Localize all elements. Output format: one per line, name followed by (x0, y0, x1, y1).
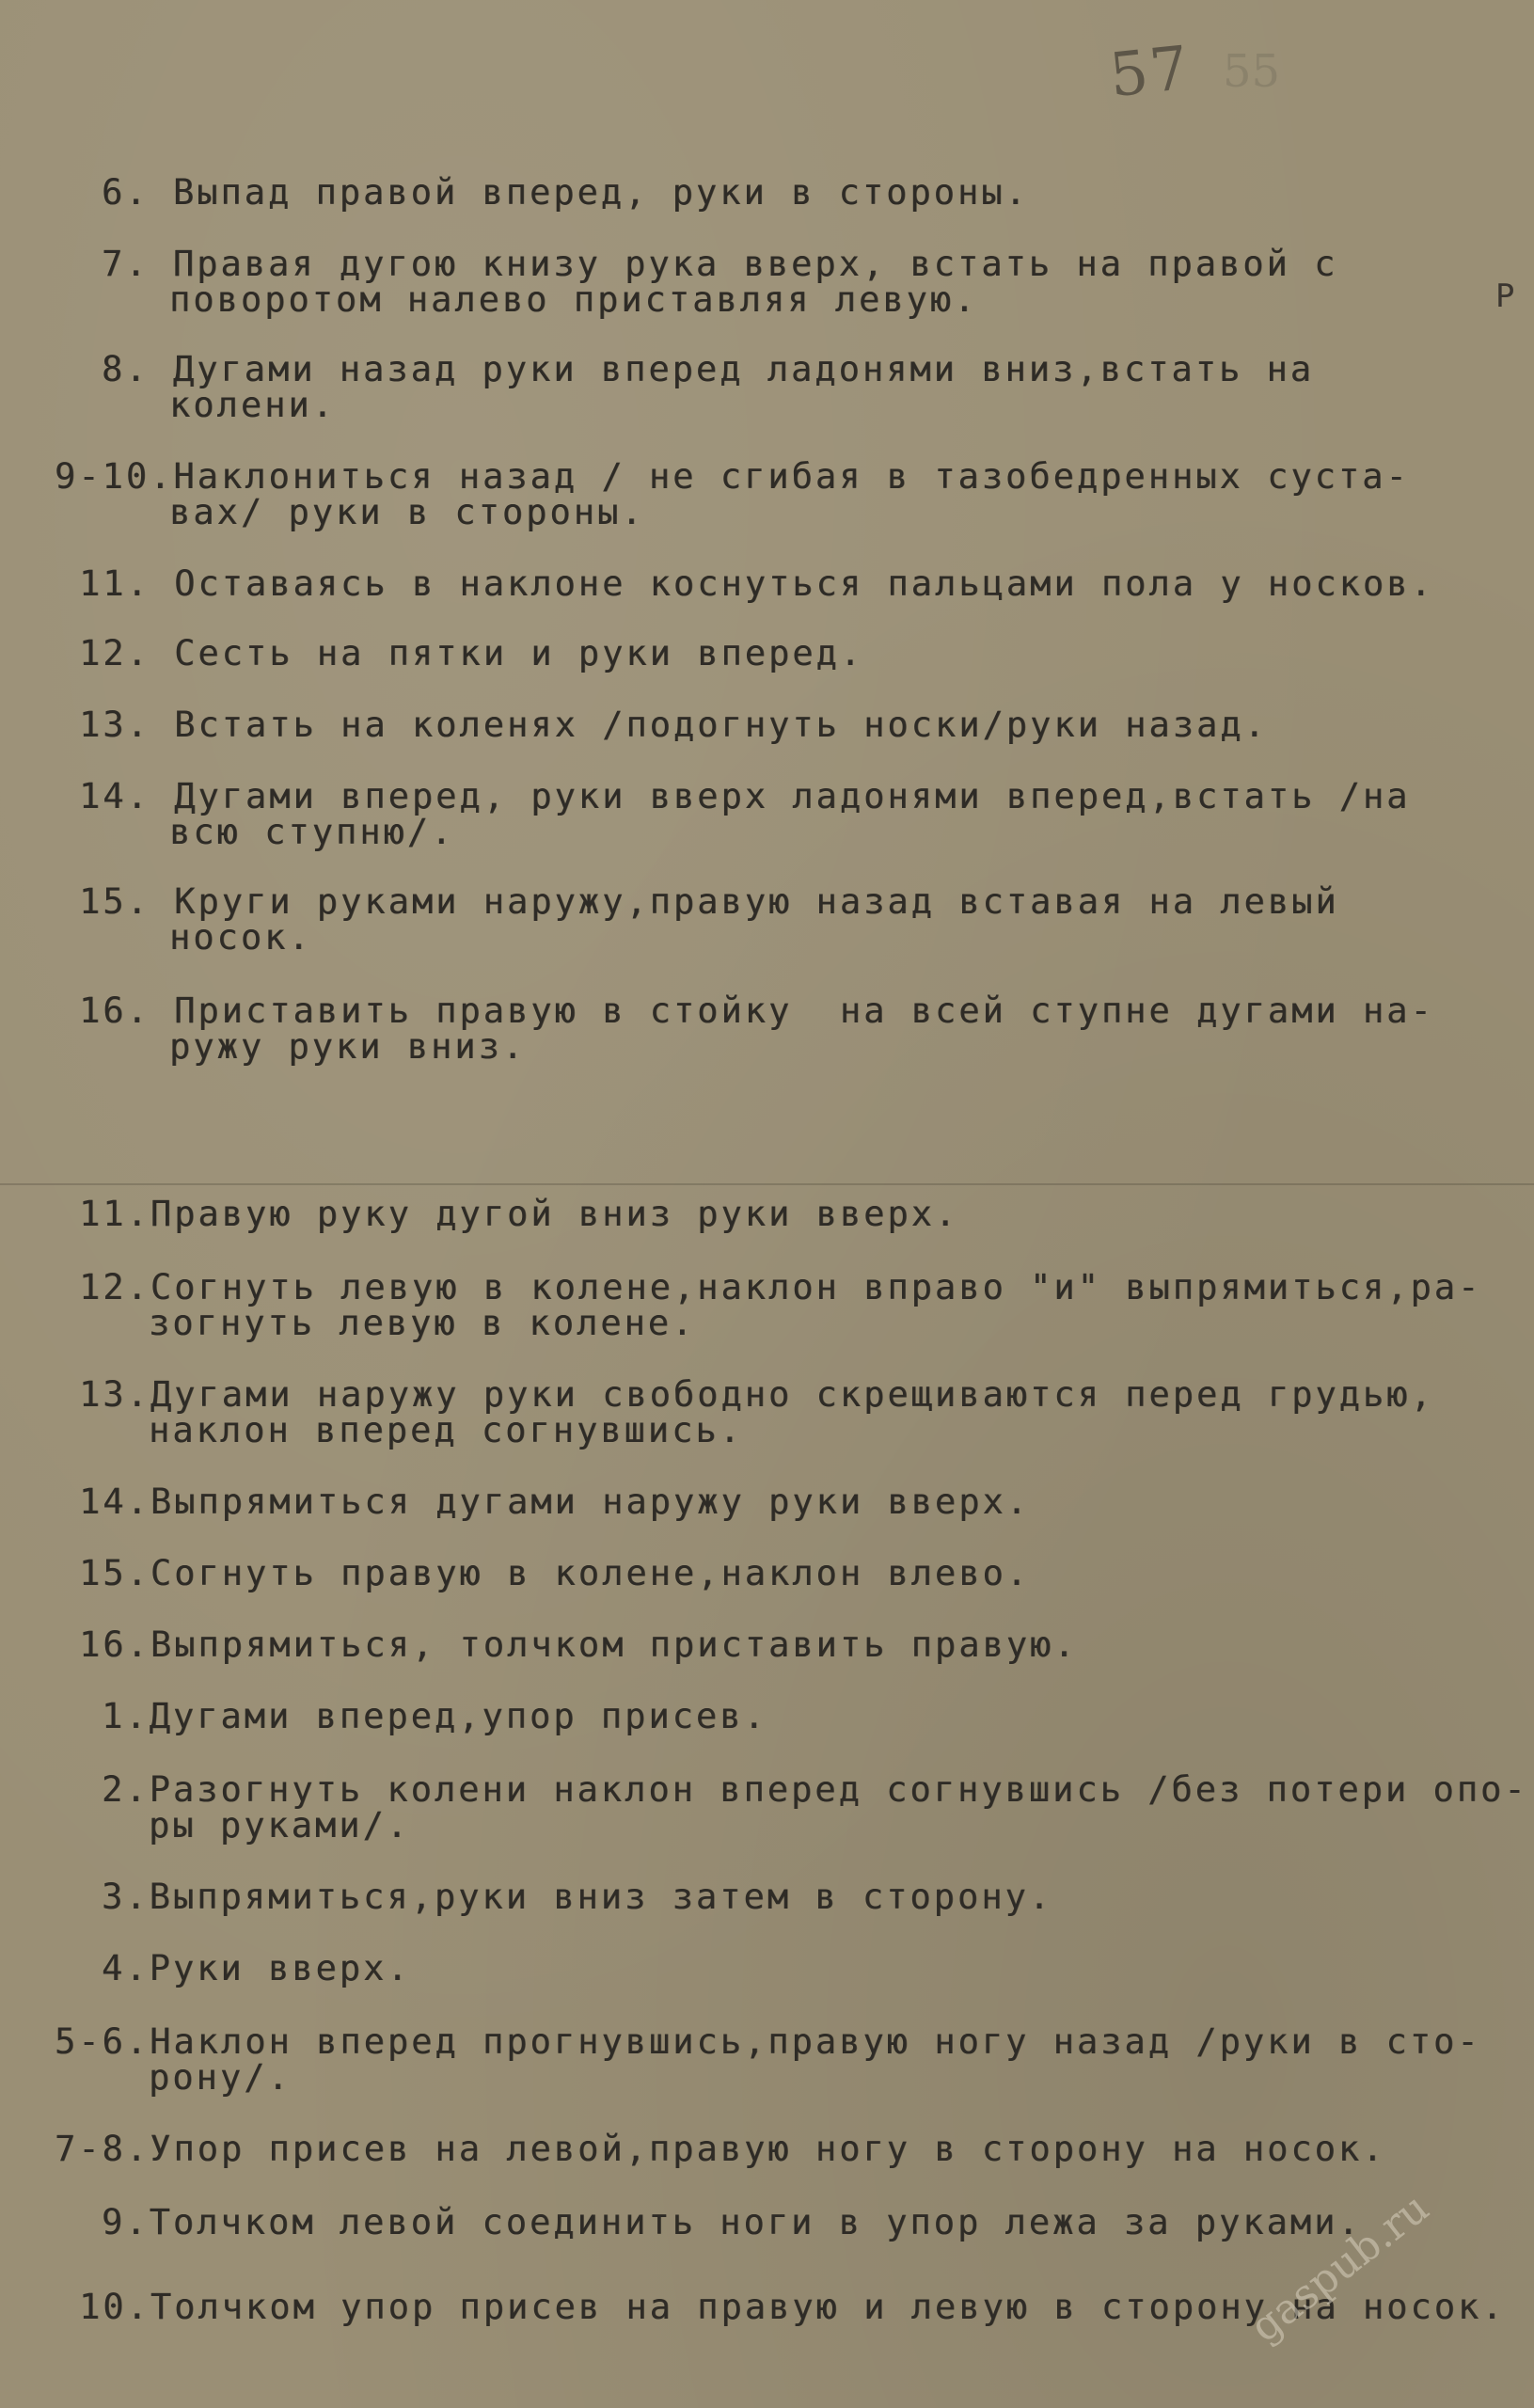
item-text: колени. (169, 385, 336, 425)
list-item-continuation (169, 279, 978, 320)
list-item-continuation (149, 1805, 411, 1846)
list-item (102, 172, 1029, 213)
item-text: зогнуть левую в колене. (149, 1303, 696, 1343)
list-item (79, 633, 864, 673)
list-item (79, 990, 1434, 1031)
list-item (102, 2202, 1362, 2242)
watermark: gaspub.ru (1241, 2183, 1438, 2353)
item-number: 12. (79, 633, 150, 673)
item-text: Наклон вперед прогнувшись,правую ногу назад /руки в сто- (150, 2021, 1481, 2062)
item-text: Выпрямиться,руки вниз затем в сторону. (149, 1877, 1053, 1917)
item-text: Круги руками наружу,правую назад вставая на левый (174, 881, 1339, 922)
list-item (79, 1481, 1031, 1522)
page-number: 57 (1106, 33, 1194, 112)
list-item-continuation (169, 917, 312, 958)
item-text: Дугами вперед,упор присев. (149, 1696, 767, 1736)
item-number: 16. (79, 1624, 150, 1665)
list-item (79, 1196, 958, 1232)
item-text: ры руками/. (149, 1805, 411, 1846)
item-text: Сесть на пятки и руки вперед. (174, 633, 864, 673)
item-number: 2. (102, 1769, 150, 1810)
item-text: вах/ руки в стороны. (169, 492, 645, 532)
list-item (102, 246, 1337, 282)
list-item (102, 1879, 1052, 1915)
item-text: наклон вперед согнувшись. (149, 1410, 743, 1450)
list-item-continuation (149, 1410, 743, 1450)
list-item-continuation (169, 492, 645, 532)
list-item (79, 707, 1268, 743)
item-text: Приставить правую в стойку на всей ступне дугами на- (174, 990, 1434, 1031)
item-text: Дугами назад руки вперед ладонями вниз,встать на (172, 349, 1315, 389)
item-number: 15. (79, 881, 150, 922)
list-item-continuation (149, 1303, 696, 1343)
item-text: Упор присев на левой,правую ногу в сторону на носок. (150, 2129, 1386, 2169)
item-text: носок. (169, 917, 312, 958)
item-number: 7. (102, 244, 150, 284)
item-number: 3. (102, 1877, 150, 1917)
item-text: ружу руки вниз. (169, 1026, 527, 1067)
item-text: Выпрямиться, толчком приставить правую. (150, 1624, 1078, 1665)
item-number: 10. (79, 2287, 150, 2327)
list-item (79, 1553, 1031, 1593)
item-text: Выпрямиться дугами наружу руки вверх. (150, 1481, 1031, 1522)
item-number: 8. (102, 349, 150, 389)
item-text: Дугами наружу руки свободно скрещиваются перед грудью, (150, 1374, 1434, 1415)
list-item (79, 1267, 1482, 1307)
list-item (79, 563, 1434, 604)
item-text: рону/. (149, 2057, 292, 2098)
item-text: Толчком левой соединить ноги в упор лежа за руками. (149, 2202, 1362, 2242)
margin-mark: Р (1495, 277, 1515, 315)
list-item (79, 881, 1339, 922)
page-number-faint: 55 (1223, 45, 1281, 98)
list-item-continuation (149, 2057, 292, 2098)
list-item-continuation (169, 1026, 527, 1067)
item-number: 12. (79, 1267, 150, 1307)
list-item (55, 2021, 1481, 2062)
item-number: 14. (79, 776, 150, 816)
item-number: 11. (79, 1194, 150, 1234)
list-item (102, 1948, 411, 1988)
item-number: 15. (79, 1553, 150, 1593)
item-number: 9-10. (55, 456, 174, 497)
item-number: 16. (79, 990, 150, 1031)
item-text: Руки вверх. (149, 1948, 411, 1988)
list-item (102, 349, 1315, 389)
item-number: 1. (102, 1696, 150, 1736)
list-item (55, 456, 1410, 497)
item-text: Согнуть левую в колене,наклон вправо "и" выпрямиться,ра- (150, 1267, 1482, 1307)
item-text: всю ступню/. (169, 812, 455, 852)
item-text: Оставаясь в наклоне коснуться пальцами пола у носков. (174, 563, 1434, 604)
item-number: 6. (102, 172, 150, 213)
item-text: Наклониться назад / не сгибая в тазобедренных суста- (173, 456, 1410, 497)
item-number: 13. (79, 1374, 150, 1415)
item-text: Правую руку дугой вниз руки вверх. (150, 1194, 959, 1234)
list-item-continuation (169, 385, 336, 425)
item-text: поворотом налево приставляя левую. (169, 279, 978, 320)
list-item-continuation (169, 812, 455, 852)
item-number: 14. (79, 1481, 150, 1522)
item-number: 9. (102, 2202, 150, 2242)
item-number: 7-8. (55, 2129, 150, 2169)
item-text: Дугами вперед, руки вверх ладонями вперед,встать /на (174, 776, 1411, 816)
list-item (79, 1374, 1434, 1415)
item-number: 4. (102, 1948, 150, 1988)
fold-line (0, 1183, 1534, 1185)
list-item (79, 776, 1411, 816)
list-item (55, 2131, 1385, 2167)
item-text: Выпад правой вперед, руки в стороны. (172, 172, 1029, 213)
item-text: Правая дугою книзу рука вверх, встать на правой с (172, 244, 1338, 284)
item-text: Встать на коленях /подогнуть носки/руки назад. (174, 705, 1268, 745)
item-text: Разогнуть колени наклон вперед согнувшись /без потери опо- (149, 1769, 1528, 1810)
item-number: 5-6. (55, 2021, 150, 2062)
item-number: 13. (79, 705, 150, 745)
item-text: Согнуть правую в колене,наклон влево. (150, 1553, 1031, 1593)
item-number: 11. (79, 563, 150, 604)
item-text: Толчком упор присев на правую и левую в сторону на носок. (150, 2287, 1506, 2327)
list-item (102, 1696, 767, 1736)
list-item (79, 1624, 1078, 1665)
list-item (102, 1769, 1528, 1810)
